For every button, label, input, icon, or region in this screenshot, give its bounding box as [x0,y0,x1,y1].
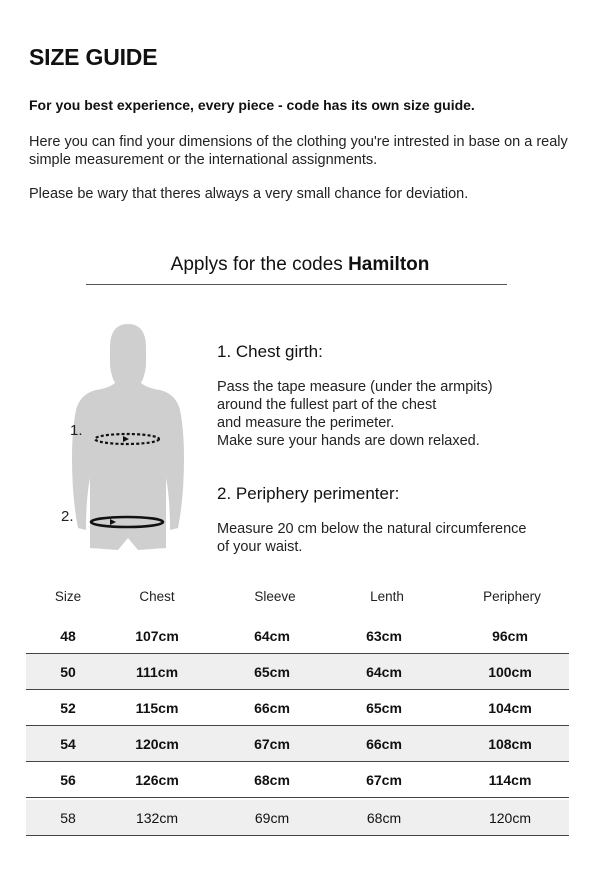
chest-girth-text [217,378,577,450]
table-cell: 104cm [488,699,532,716]
table-cell: 96cm [492,627,528,644]
torso-measurement-icon [58,318,198,563]
chest-label-number: 1. [70,422,83,439]
chest-line-2: around the fullest part of the chest [217,397,437,413]
column-header-periphery: Periphery [483,589,541,604]
table-row [26,762,569,798]
page-title: SIZE GUIDE [29,44,158,70]
periphery-label-number: 2. [61,508,74,525]
table-cell: 115cm [135,699,179,716]
table-cell: 107cm [135,627,179,644]
table-cell: 114cm [488,771,532,788]
measurement-figure [58,318,198,563]
table-row [26,690,569,726]
table-cell: 65cm [254,663,290,680]
column-header-chest: Chest [139,589,175,604]
table-cell: 67cm [366,771,402,788]
table-cell: 67cm [254,735,290,752]
chest-line-1: Pass the tape measure (under the armpits) [217,379,493,395]
intro-text: Here you can find your dimensions of the clothing you're intrested in base on a realy simple measurement or the international assignments. [29,134,568,168]
table-cell: 65cm [366,699,402,716]
table-cell: 63cm [366,627,402,644]
intro-warning-text: Please be wary that theres always a very small chance for deviation. [29,186,469,202]
table-cell: 56 [60,771,76,788]
table-cell: 108cm [488,735,532,752]
table-cell: 69cm [254,809,290,826]
table-cell: 50 [60,663,76,680]
table-cell: 120cm [488,809,532,826]
table-row [26,618,569,654]
applies-prefix: Applys for the codes [170,254,349,275]
table-cell: 120cm [135,735,179,752]
periphery-line-1: Measure 20 cm below the natural circumference [217,521,527,537]
applies-heading [0,254,600,276]
size-table-header [0,589,600,607]
applies-code: Hamilton [348,254,430,275]
table-cell: 54 [60,735,76,752]
periphery-text [217,520,577,556]
chest-line-4: Make sure your hands are down relaxed. [217,433,480,449]
chest-girth-heading: 1. Chest girth: [217,342,323,361]
table-cell: 100cm [488,663,532,680]
column-header-sleeve: Sleeve [254,589,296,604]
table-row [26,726,569,762]
table-cell: 64cm [254,627,290,644]
periphery-line-2: of your waist. [217,539,303,555]
table-cell: 48 [60,627,76,644]
column-header-length: Lenth [370,589,404,604]
table-cell: 111cm [135,663,179,680]
table-cell: 64cm [366,663,402,680]
table-cell: 68cm [254,771,290,788]
table-cell: 52 [60,699,76,716]
table-cell: 66cm [366,735,402,752]
table-row [26,800,569,836]
table-cell: 66cm [254,699,290,716]
chest-line-3: and measure the perimeter. [217,415,395,431]
periphery-heading: 2. Periphery perimenter: [217,484,400,503]
applies-divider [86,284,507,285]
table-cell: 132cm [135,809,179,826]
intro-bold-text: For you best experience, every piece - code has its own size guide. [29,97,475,113]
table-cell: 68cm [366,809,402,826]
table-cell: 58 [60,809,76,826]
table-row [26,654,569,690]
table-cell: 126cm [135,771,179,788]
column-header-size: Size [54,589,82,604]
